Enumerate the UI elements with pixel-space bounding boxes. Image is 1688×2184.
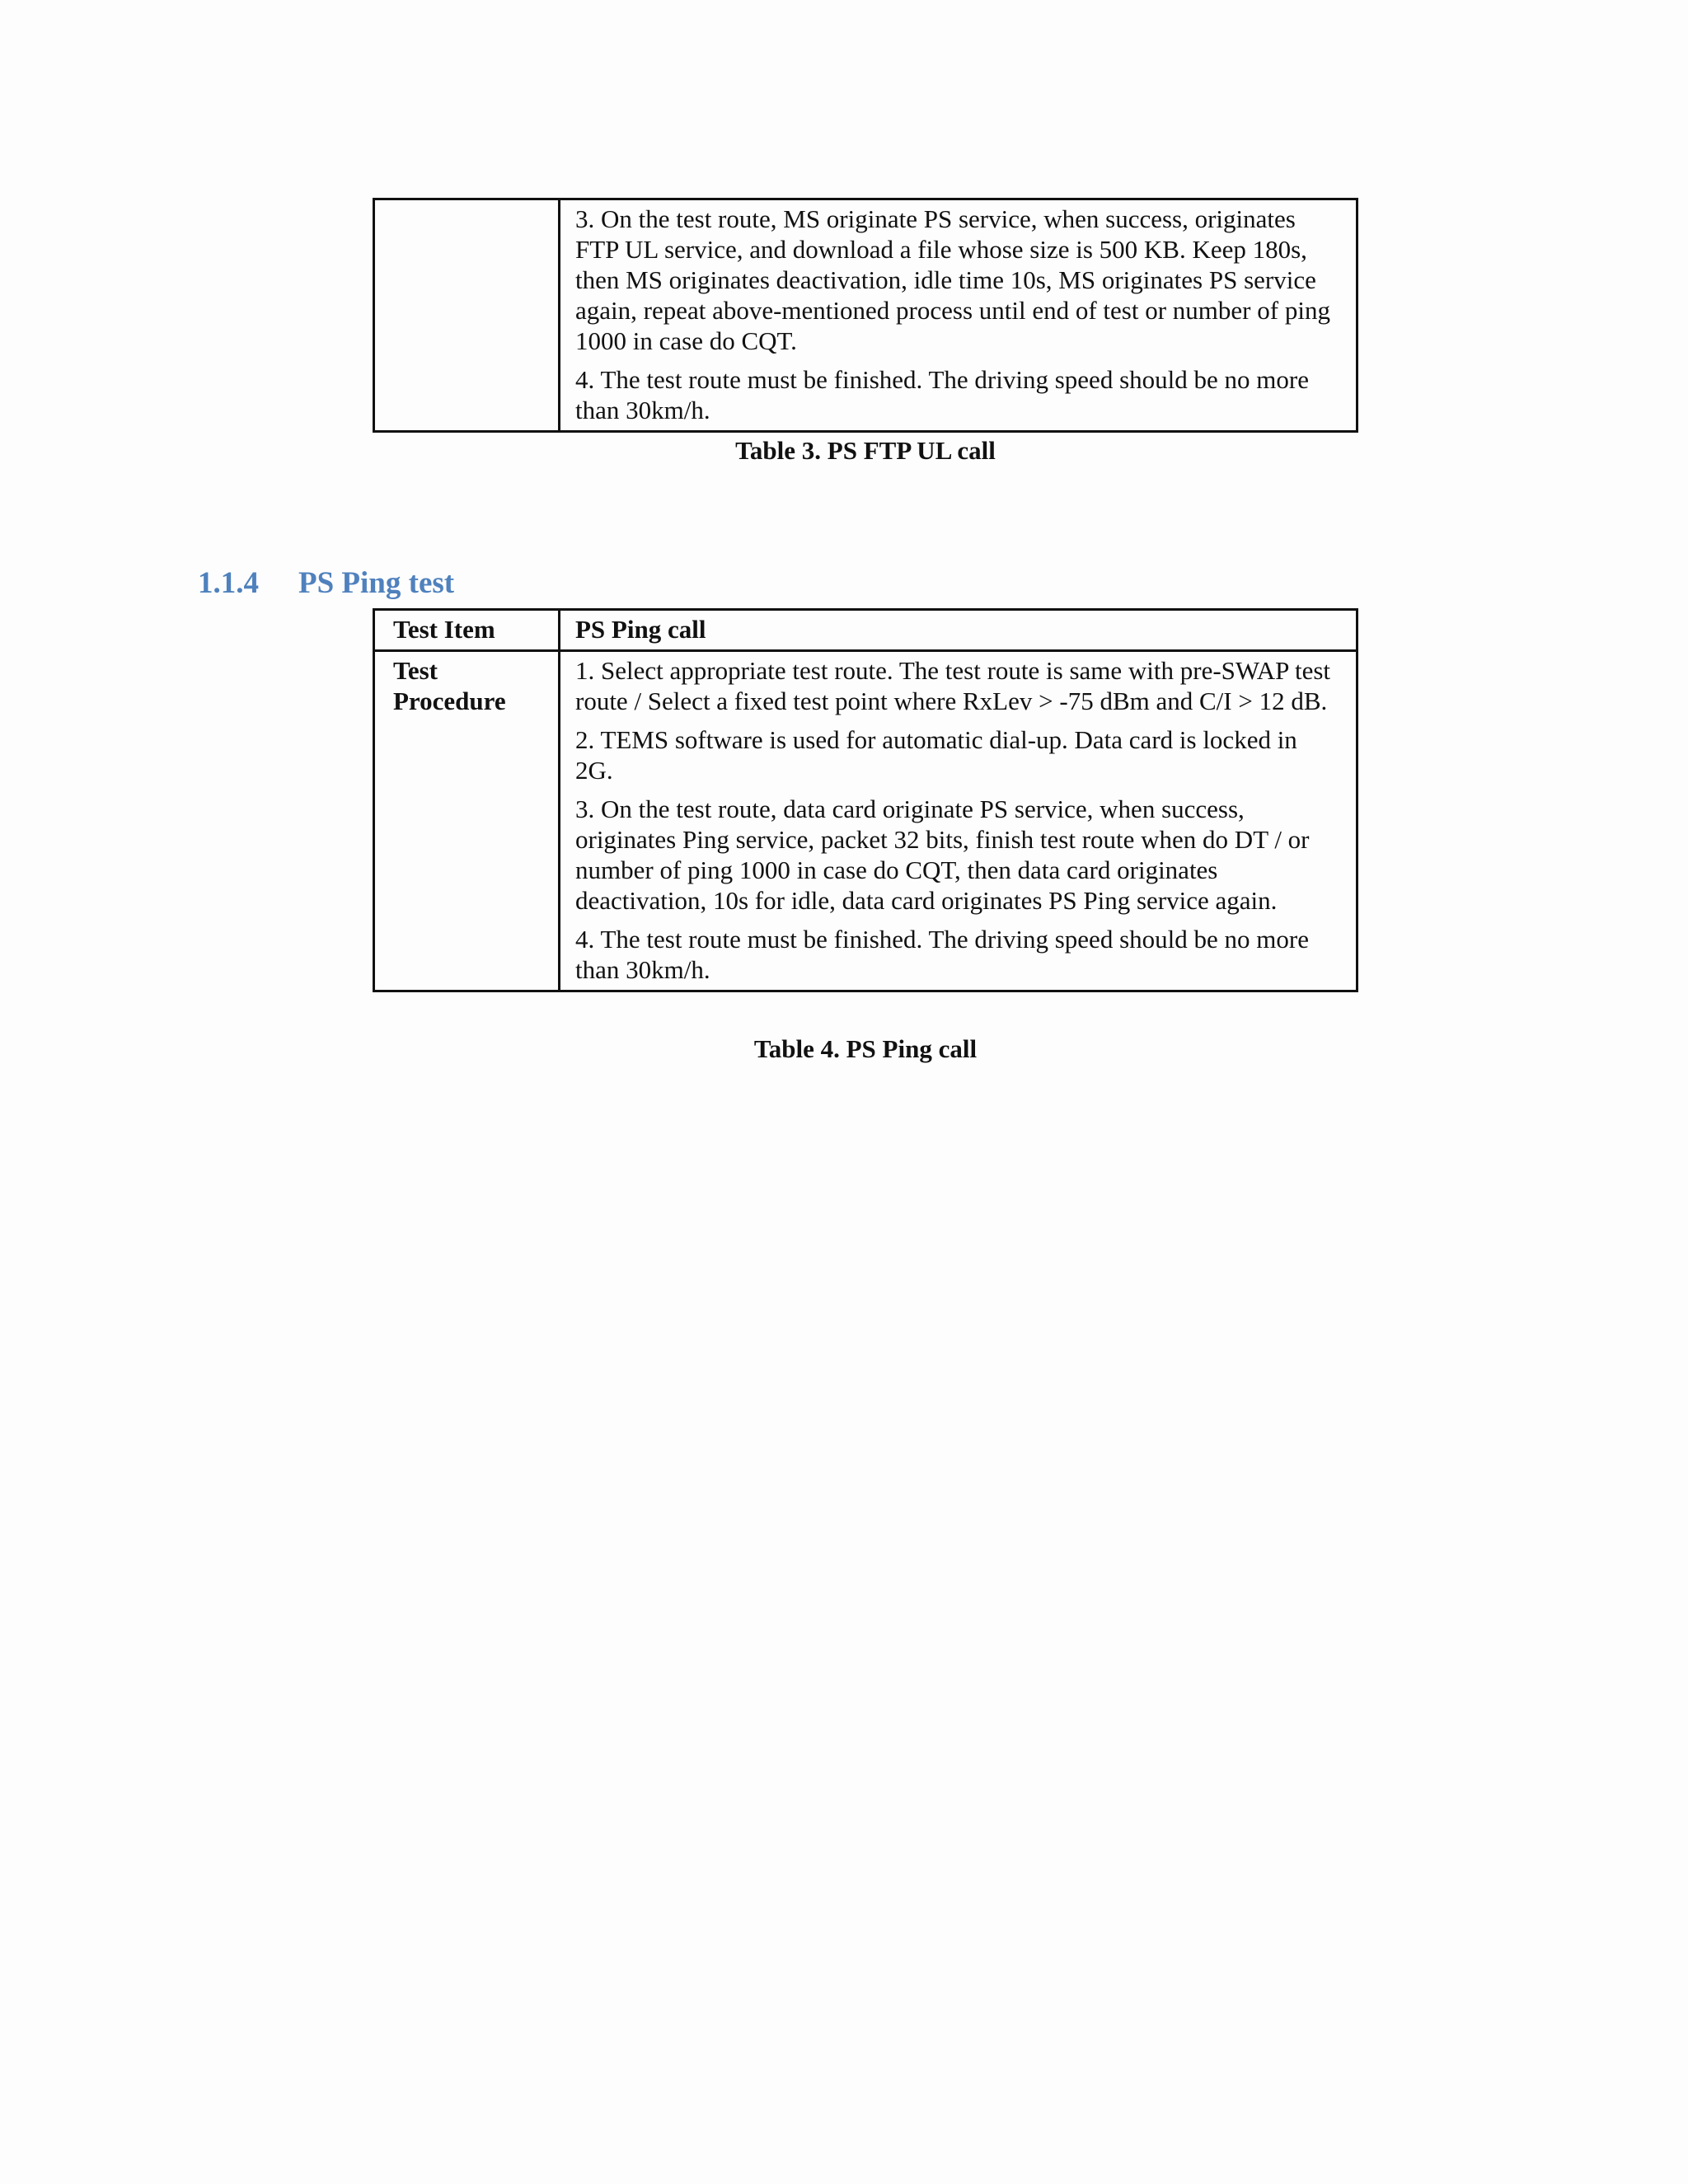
ps-ping-table — [373, 608, 1358, 992]
procedure-step-4: 4. The test route must be finished. The driving speed should be no more than 30km/h. — [575, 925, 1309, 984]
table-row — [374, 651, 1357, 991]
header-value-cell: PS Ping call — [560, 610, 1357, 651]
procedure-step-2: 2. TEMS software is used for automatic dial-up. Data card is locked in 2G. — [575, 725, 1297, 785]
procedure-cell — [560, 199, 1357, 432]
section-title: PS Ping test — [298, 566, 455, 600]
table-row — [374, 199, 1357, 432]
header-label-cell: Test Item — [374, 610, 560, 651]
row-label-cell: Test Procedure — [374, 651, 560, 991]
section-number: 1.1.4 — [198, 566, 259, 600]
procedure-cell — [560, 651, 1357, 991]
empty-label-cell — [374, 199, 560, 432]
section-heading — [198, 565, 454, 602]
table-header-row — [374, 610, 1357, 651]
procedure-step-1: 1. Select appropriate test route. The test route is same with pre-SWAP test route / Select a fixed test point where RxLev > -75 dBm and C/I > 12 dB. — [575, 656, 1330, 715]
procedure-step-3: 3. On the test route, MS originate PS service, when success, originates FTP UL service, and download a file whose size is 500 KB. Keep 180s, then MS originates deactivation, idle time 10s, MS originates PS service again, repeat above-mentioned process until end of test or number of ping 1000 in case do CQT. — [575, 204, 1330, 355]
table-caption: Table 4. PS Ping call — [753, 1034, 978, 1063]
procedure-step-4: 4. The test route must be finished. The driving speed should be no more than 30km/h. — [575, 365, 1309, 424]
table-caption: Table 3. PS FTP UL call — [735, 436, 996, 465]
procedure-step-3: 3. On the test route, data card originate PS service, when success, originates Ping service, packet 32 bits, finish test route when do DT / or number of ping 1000 in case do CQT, then data card originates deactivation, 10s for idle, data card originates PS Ping service again. — [575, 794, 1310, 915]
ftp-ul-procedure-table — [373, 198, 1358, 433]
